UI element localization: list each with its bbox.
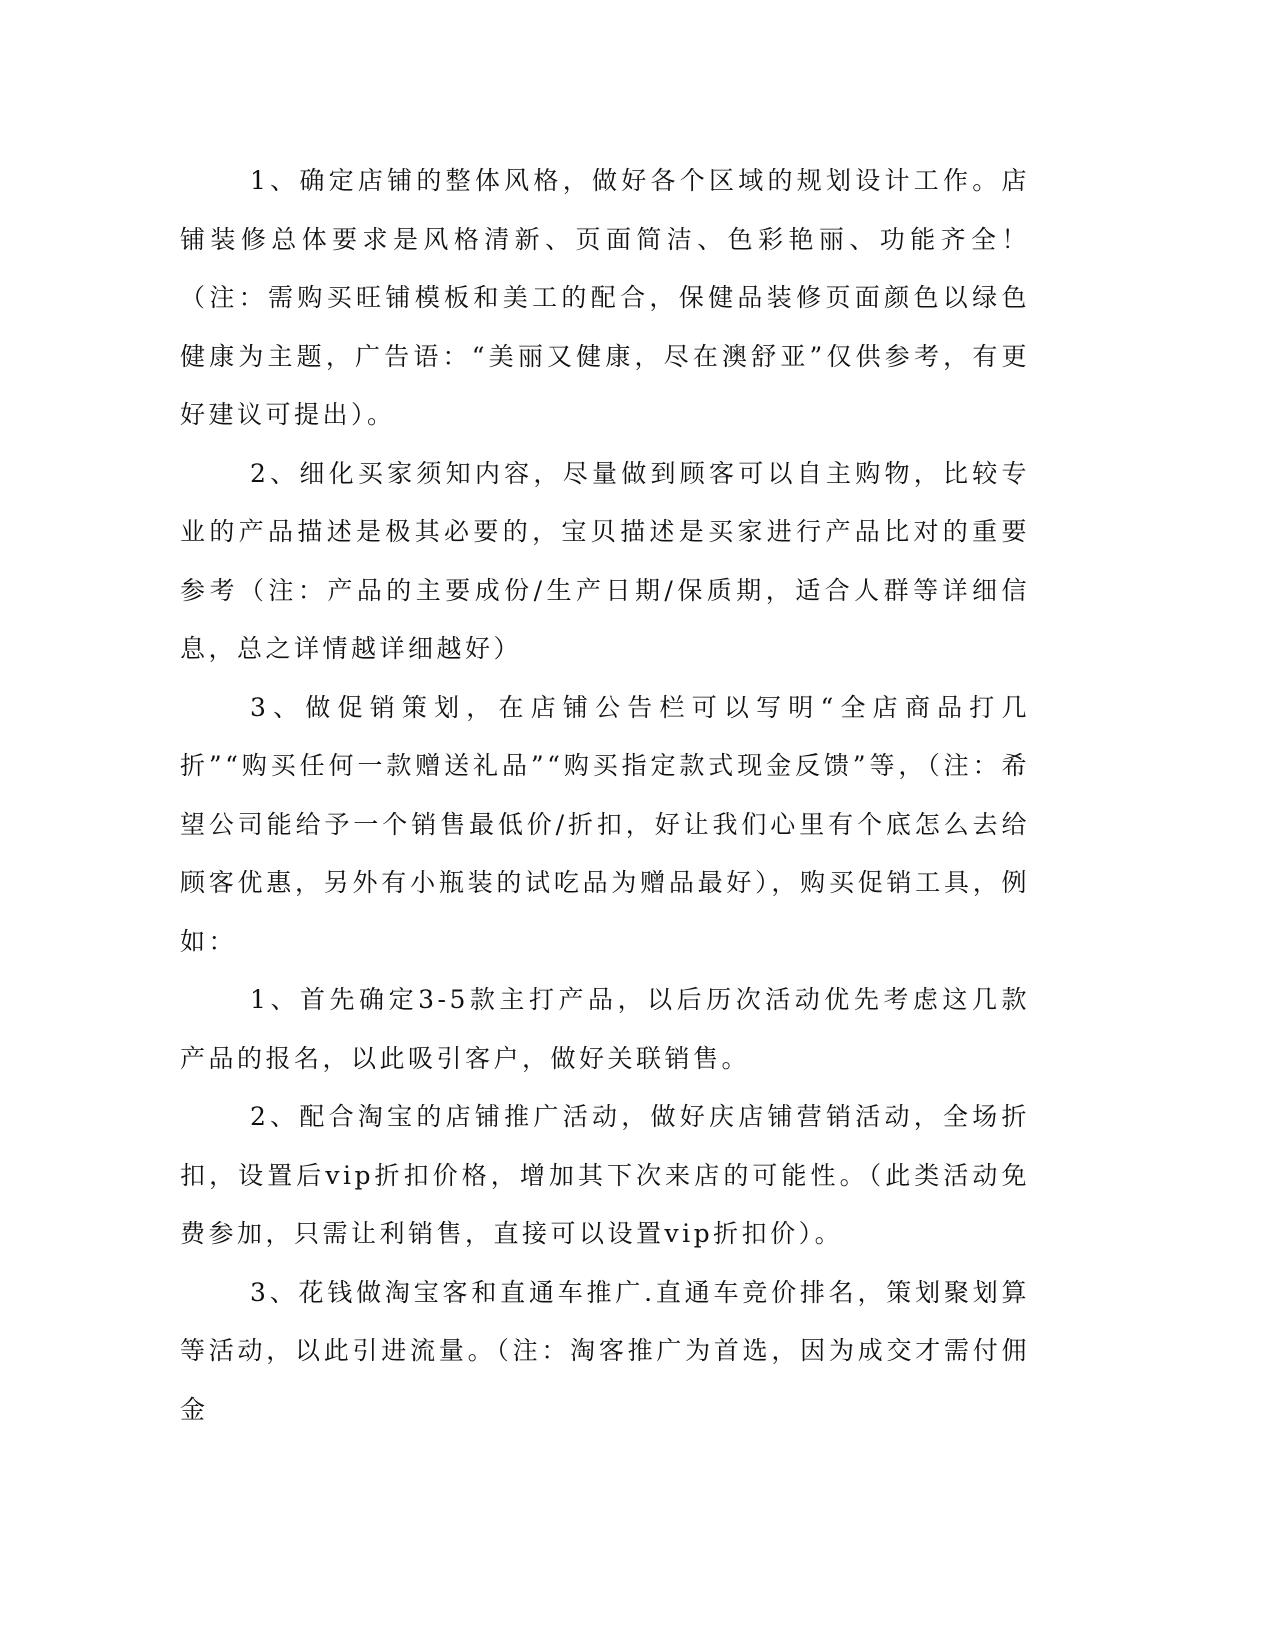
paragraph-promotion-plan: 3、做促销策划，在店铺公告栏可以写明“全店商品打几折”“购买任何一款赠送礼品”“购买指定款式现金反馈”等，（注：希望公司能给予一个销售最低价/折扣，好让我们心里有个底怎么去给顾客优惠，另外有小瓶装的试吃品为赠品最好），购买促销工具，例如： xyxy=(180,692,1030,956)
paragraph-taobao-promotion: 2、配合淘宝的店铺推广活动，做好庆店铺营销活动，全场折扣，设置后vip折扣价格，增加其下次来店的可能性。（此类活动免费参加，只需让利销售，直接可以设置vip折扣价）。 xyxy=(180,1102,1030,1248)
document-body xyxy=(180,152,1030,1439)
paragraph-paid-traffic: 3、花钱做淘宝客和直通车推广.直通车竞价排名，策划聚划算等活动，以此引进流量。（注：淘客推广为首选，因为成交才需付佣金 xyxy=(180,1277,1030,1424)
paragraph-buyer-notice: 2、细化买家须知内容，尽量做到顾客可以自主购物，比较专业的产品描述是极其必要的，宝贝描述是买家进行产品比对的重要参考（注：产品的主要成份/生产日期/保质期，适合人群等详细信息，总之详情越详细越好） xyxy=(180,458,1030,663)
paragraph-main-products: 1、首先确定3-5款主打产品，以后历次活动优先考虑这几款产品的报名，以此吸引客户，做好关联销售。 xyxy=(180,985,1030,1073)
paragraph-store-style: 1、确定店铺的整体风格，做好各个区域的规划设计工作。店铺装修总体要求是风格清新、页面简洁、色彩艳丽、功能齐全！（注：需购买旺铺模板和美工的配合，保健品装修页面颜色以绿色健康为主题，广告语：“美丽又健康，尽在澳舒亚”仅供参考，有更好建议可提出）。 xyxy=(180,166,1030,429)
